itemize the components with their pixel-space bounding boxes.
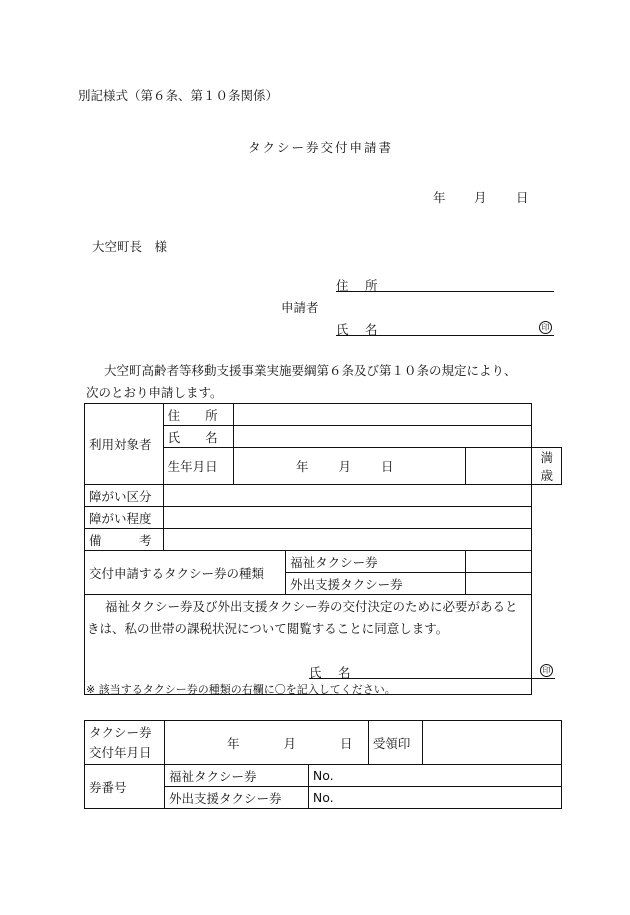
birth-day-label: 日 — [380, 459, 394, 474]
outing-ticket-label: 外出支援タクシー券 — [164, 787, 308, 809]
consent-name-label: 氏 名 — [309, 665, 353, 680]
birth-month-label: 月 — [338, 459, 351, 474]
applicant-name-line[interactable] — [336, 320, 554, 336]
instruction-note: ※ 該当するタクシー券の種類の右欄に〇を記入してください。 — [86, 683, 396, 696]
date-year-label: 年 — [433, 190, 446, 205]
issue-year-label: 年 — [226, 735, 240, 751]
consent-line-2: きは、私の世帯の課税状況について閲覧することに同意します。 — [87, 621, 449, 636]
consent-name-line[interactable] — [309, 663, 555, 679]
seal-mark: 印 — [540, 664, 553, 677]
office-use-table — [84, 720, 562, 809]
seal-mark: 印 — [539, 321, 552, 334]
age-prefix: 満 — [540, 450, 553, 465]
disability-level-field[interactable] — [163, 507, 532, 529]
applicant-label: 申請者 — [281, 300, 319, 315]
no-label: No. — [312, 790, 334, 805]
consent-line-1: 福祉タクシー券及び外出支援タクシー券の交付決定のために必要があると — [105, 599, 518, 614]
applicant-address-line[interactable] — [336, 276, 554, 292]
receipt-seal-label: 受領印 — [368, 721, 422, 765]
outing-ticket-number[interactable] — [308, 787, 561, 809]
issue-date-field[interactable] — [164, 721, 368, 765]
birthdate-label: 生年月日 — [163, 448, 233, 485]
applicant-name-label: 氏 名 — [336, 322, 380, 337]
disability-class-field[interactable] — [163, 485, 532, 507]
issue-date-label — [85, 721, 165, 765]
receipt-seal-field[interactable] — [422, 721, 561, 765]
issue-date-label-line-1: タクシー券 — [89, 724, 152, 740]
intro-line-1: 大空町高齢者等移動支援事業実施要綱第６条及び第１０条の規定により、 — [104, 363, 517, 378]
ticket-outing-label: 外出支援タクシー券 — [286, 573, 466, 595]
name-field[interactable] — [233, 426, 532, 448]
birthdate-field[interactable] — [233, 448, 465, 485]
form-reference: 別記様式（第６条、第１０条関係） — [78, 88, 279, 103]
ticket-type-label: 交付申請するタクシー券の種類 — [85, 551, 286, 595]
address-field[interactable] — [233, 404, 532, 426]
date-day-label: 日 — [516, 190, 529, 205]
age-suffix: 歳 — [540, 468, 553, 483]
ticket-number-label: 券番号 — [85, 765, 165, 809]
no-label: No. — [312, 768, 334, 783]
date-month-label: 月 — [474, 190, 487, 205]
welfare-ticket-number[interactable] — [308, 765, 561, 787]
disability-class-label: 障がい区分 — [85, 485, 164, 507]
applicant-address-label: 住 所 — [336, 278, 380, 293]
welfare-ticket-label: 福祉タクシー券 — [164, 765, 308, 787]
ticket-outing-check[interactable] — [465, 573, 532, 595]
remarks-field[interactable] — [163, 529, 532, 551]
disability-level-label: 障がい程度 — [85, 507, 164, 529]
age-field[interactable] — [532, 448, 562, 485]
name-label: 氏 名 — [163, 426, 233, 448]
birth-year-label: 年 — [295, 459, 309, 474]
intro-line-2: 次のとおり申請します。 — [86, 385, 223, 400]
remarks-label: 備 考 — [85, 529, 164, 551]
address-label: 住 所 — [163, 404, 233, 426]
target-person-label: 利用対象者 — [85, 404, 164, 485]
issue-date-label-line-2: 交付年月日 — [89, 744, 152, 760]
document-title: タクシー券交付申請書 — [248, 140, 394, 155]
ticket-welfare-check[interactable] — [465, 551, 532, 573]
consent-section — [85, 595, 551, 695]
ticket-welfare-label: 福祉タクシー券 — [286, 551, 466, 573]
addressee: 大空町長 様 — [92, 239, 168, 254]
issue-day-label: 日 — [339, 735, 353, 751]
issue-month-label: 月 — [283, 735, 296, 751]
application-form-table — [84, 403, 562, 695]
